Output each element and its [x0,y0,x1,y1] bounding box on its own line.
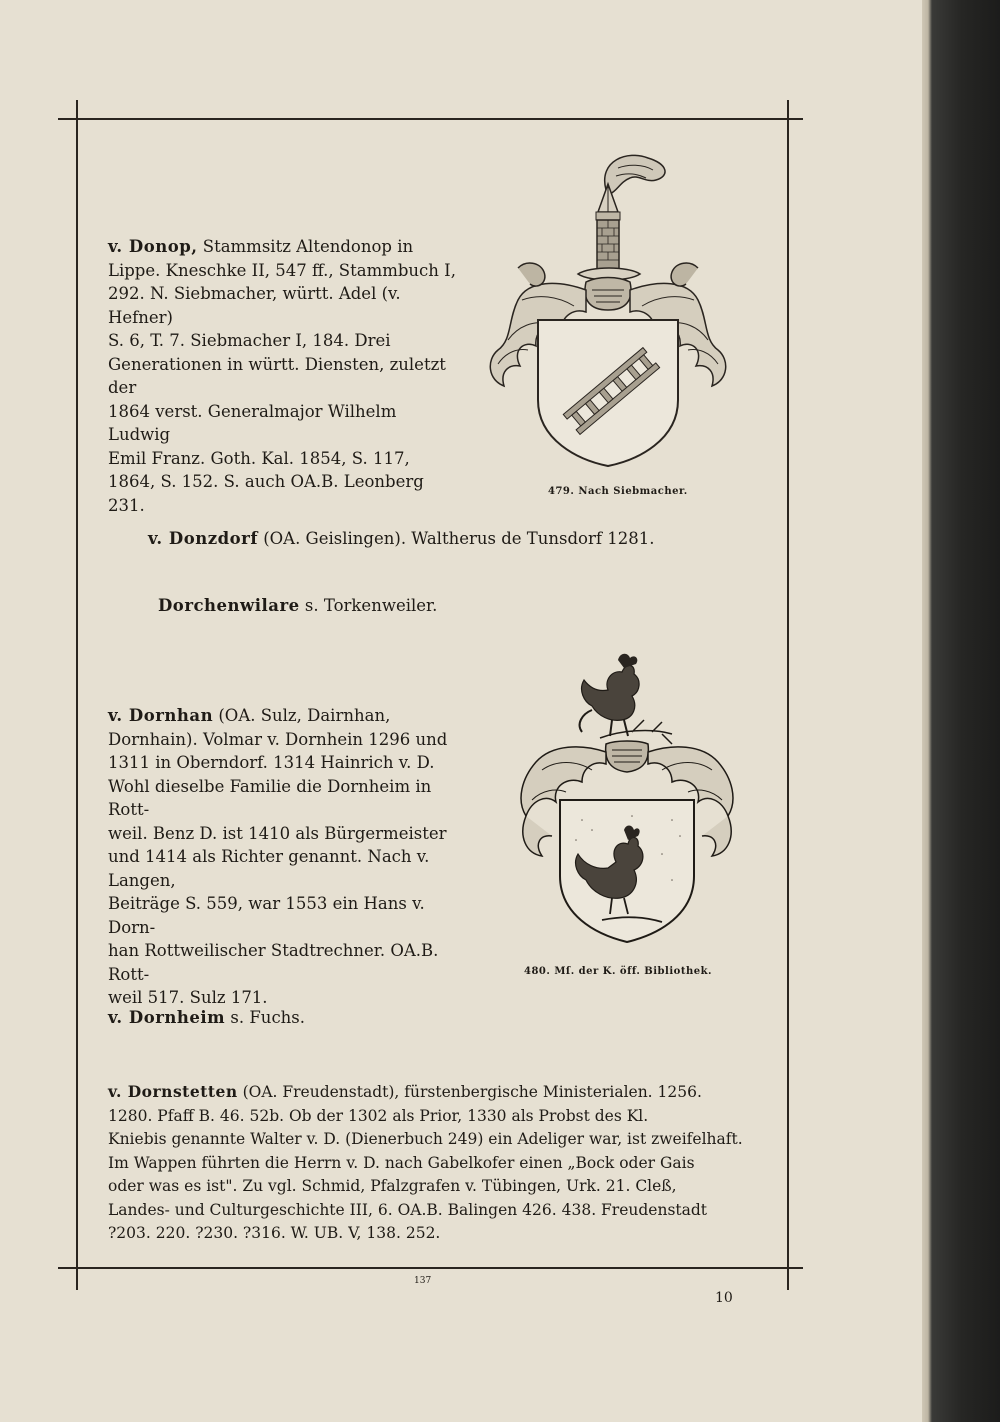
entry-line: v. Dornstetten (OA. Freudenstadt), fürstenbergische Ministerialen. 1256. [108,1082,702,1101]
entry-line: Generationen in württ. Diensten, zuletzt der [108,354,446,397]
entry-line: v. Donop, Stammsitz Altendonop in [108,237,414,256]
entry-line: Dornhain). Volmar v. Dornhein 1296 und [108,729,448,749]
frame-bottom-rule [58,1267,803,1269]
entry-line: oder was es ist". Zu vgl. Schmid, Pfalzgrafen v. Tübingen, Urk. 21. Cleß, [108,1177,677,1195]
entry-dornstetten [108,1080,788,1246]
entry-line: und 1414 als Richter genannt. Nach v. Langen, [108,847,430,890]
entry-line: 292. N. Siebmacher, württ. Adel (v. Hefner) [108,284,401,327]
entry-head: v. Dornhan [108,706,214,725]
entry-line: Im Wappen führten die Herrn v. D. nach Gabelkofer einen „Bock oder Gais [108,1153,695,1172]
entry-line: ?203. 220. ?230. ?316. W. UB. V, 138. 252. [108,1224,441,1242]
entry-line: Emil Franz. Goth. Kal. 1854, S. 117, [108,448,410,468]
entry-line: Kniebis genannte Walter v. D. (Dienerbuch 249) ein Adeliger war, ist zweifelhaft. [108,1130,743,1148]
entry-dornheim: v. Dornheim s. Fuchs. [108,1008,306,1027]
folio-number: 137 [414,1276,432,1286]
book-spine [922,0,1000,1422]
entry-line: S. 6, T. 7. Siebmacher I, 184. Drei [108,331,391,350]
entry-line: weil 517. Sulz 171. [108,988,268,1007]
entry-line: Wohl dieselbe Familie die Dornheim in Rott- [108,776,432,819]
entry-dornhan [108,704,460,1010]
entry-line: weil. Benz D. ist 1410 als Bürgermeister [108,823,447,843]
entry-line: Landes- und Culturgeschichte III, 6. OA.B. Balingen 426. 438. Freudenstadt [108,1200,708,1219]
entry-line: Beiträge S. 559, war 1553 ein Hans v. Dorn- [108,894,425,937]
entry-head: v. Donzdorf [148,529,258,548]
page-number: 10 [715,1290,733,1306]
frame-top-rule [58,118,803,120]
entry-line: Lippe. Kneschke II, 547 ff., Stammbuch I, [108,260,456,280]
entry-head: v. Dornstetten [108,1082,238,1101]
entry-line: v. Dornhan (OA. Sulz, Dairnhan, [108,706,391,725]
entry-line: 1311 in Oberndorf. 1314 Hainrich v. D. [108,753,435,772]
entry-head: v. Dornheim [108,1008,226,1027]
coat-of-arms-480-illustration [512,640,742,958]
entry-dorchenwilare: Dorchenwilare s. Torkenweiler. [158,596,438,615]
entry-line: 1280. Pfaff B. 46. 52b. Ob der 1302 als Prior, 1330 als Probst des Kl. [108,1106,649,1125]
entry-head: Dorchenwilare [158,596,300,615]
entry-head: v. Donop, [108,237,198,256]
entry-donzdorf: v. Donzdorf (OA. Geislingen). Waltherus de Tunsdorf 1281. [148,529,655,548]
figure-479-caption: 479. Nach Siebmacher. [548,486,688,497]
entry-line: 1864, S. 152. S. auch OA.B. Leonberg 231. [108,472,424,515]
entry-donop [108,235,458,517]
entry-line: 1864 verst. Generalmajor Wilhelm Ludwig [108,401,397,444]
coat-of-arms-479-illustration [478,150,740,480]
frame-left-rule [76,100,78,1290]
entry-line: han Rottweilischer Stadtrechner. OA.B. Rott- [108,941,439,984]
figure-480-caption: 480. Mſ. der K. öff. Bibliothek. [524,966,712,977]
